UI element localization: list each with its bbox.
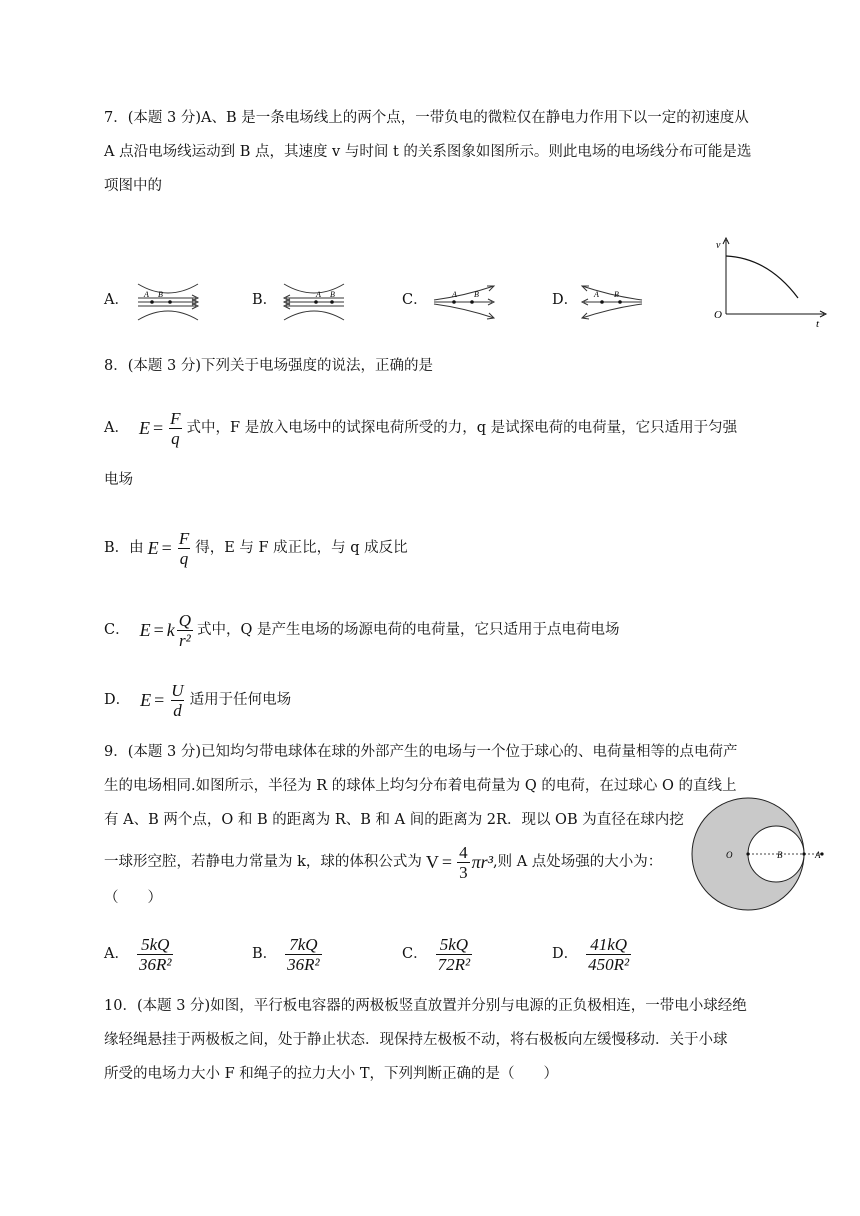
q7-graph-origin-label: O: [714, 309, 722, 321]
q9-stem-line2: 生的电场相同.如图所示，半径为 R 的球体上均匀分布着电荷量为 Q 的电荷，在过球心 O 的直线上: [104, 778, 737, 794]
q8-option-b: [104, 520, 408, 576]
q9-fig-a: A: [815, 850, 821, 860]
q8-stem: 8．(本题 3 分)下列关于电场强度的说法，正确的是: [104, 358, 433, 374]
q7-option-b-figure: [278, 278, 350, 326]
q9-stem-line1: 9．(本题 3 分)已知均匀带电球体在球的外部产生的电场与一个位于球心的、电荷量相等的点电荷产: [104, 744, 738, 760]
q10-stem-line3: 所受的电场力大小 F 和绳子的拉力大小 T，下列判断正确的是（ ）: [104, 1066, 559, 1082]
q8-b-equals: =: [161, 538, 172, 558]
q9-b-num: 7kQ: [289, 934, 318, 954]
q8-b-text: 得，E 与 F 成正比，与 q 成反比: [195, 540, 408, 556]
q7-option-c-figure: [428, 278, 500, 326]
q8-a-q: q: [171, 428, 180, 448]
q9-a-num: 5kQ: [141, 934, 170, 954]
q8-d-d: d: [173, 700, 182, 720]
q8-option-d: [104, 672, 291, 728]
q8-c-r2: r²: [179, 630, 191, 650]
q8-option-a: [104, 400, 737, 456]
q9-d-den: 450R²: [588, 954, 630, 974]
q9-option-d: [552, 930, 633, 978]
q8-c-e: E: [139, 620, 151, 640]
q8-a-text: 式中，F 是放入电场中的试探电荷所受的力，q 是试探电荷的电荷量，它只适用于匀强: [186, 420, 738, 436]
q9-option-b: [252, 930, 324, 978]
q7-stem-line1: 7．(本题 3 分)A、B 是一条电场线上的两个点，一带负电的微粒仅在静电力作用下以一定的初速度从: [104, 110, 749, 126]
q7-stem-line3: 项图中的: [104, 178, 162, 194]
q9-b-fraction: [285, 935, 321, 974]
q9-vol-den: 3: [459, 862, 468, 882]
q9-b-den: 36R²: [287, 954, 320, 974]
q9-vol-rest: πr³: [471, 852, 493, 872]
q8-a-fraction: [168, 409, 182, 448]
q8-d-e: E: [140, 690, 152, 710]
q8-b-f: F: [178, 528, 190, 548]
q9-vol-v: V: [425, 852, 439, 872]
q8-c-q: Q: [178, 610, 192, 630]
q7-c-point-b: B: [474, 290, 479, 299]
q7-graph-v-label: v: [716, 240, 721, 251]
q8-a-continued: 电场: [104, 472, 133, 488]
q8-c-k: k: [166, 620, 175, 640]
q9-option-a: [104, 930, 175, 978]
q8-d-u: U: [171, 680, 184, 700]
q10-stem-line2: 缘轻绳悬挂于两极板之间，处于静止状态．现保持左极板不动，将右极板向左缓慢移动．关于小球: [104, 1032, 728, 1048]
q7-stem-line2: A 点沿电场线运动到 B 点，其速度 v 与时间 t 的关系图象如图所示。则此电场的电场线分布可能是选: [104, 144, 752, 160]
q8-a-f: F: [170, 408, 181, 428]
q8-a-e: E: [138, 418, 150, 438]
q7-d-point-b: B: [614, 290, 619, 299]
q8-a-equals: =: [152, 418, 164, 438]
q7-b-point-b: B: [330, 290, 335, 299]
q9-c-num: 5kQ: [439, 934, 469, 954]
q9-d-fraction: [586, 935, 631, 974]
q8-b-label: B．由: [104, 540, 144, 556]
q8-b-fraction: [177, 529, 191, 568]
q10-stem-line1: 10．(本题 3 分)如图，平行板电容器的两极板竖直放置并分别与电源的正负极相连，一带电小球经绝: [104, 998, 747, 1014]
q9-d-num: 41kQ: [590, 934, 628, 954]
q7-a-point-a: A: [144, 290, 149, 299]
q9-c-label: C．: [402, 946, 428, 962]
q9-c-fraction: [436, 935, 472, 974]
q8-c-equals: =: [153, 620, 164, 640]
q7-option-b-label: B．: [252, 292, 278, 308]
q9-line4-text-a: 一球形空腔，若静电力常量为 k，球的体积公式为: [104, 854, 422, 870]
q9-d-label: D．: [552, 946, 579, 962]
q7-c-point-a: A: [452, 290, 457, 299]
q9-answer-bracket: （ ）: [104, 890, 162, 906]
q8-c-fraction: [177, 611, 193, 650]
q7-d-point-a: A: [594, 290, 599, 299]
q8-c-label: C．: [104, 622, 130, 638]
q8-d-label: D．: [104, 692, 131, 708]
q8-option-c: [104, 602, 620, 658]
q9-line4-text-b: ,则 A 点处场强的大小为：: [492, 854, 663, 870]
q9-option-c: [402, 930, 474, 978]
q9-c-den: 72R²: [437, 954, 471, 974]
q9-a-label: A．: [104, 946, 129, 962]
q9-fig-o: O: [726, 850, 733, 860]
q7-option-d-figure: [576, 278, 648, 326]
q8-d-fraction: [169, 681, 185, 720]
q7-graph-t-label: t: [816, 318, 820, 328]
q7-a-point-b: B: [158, 290, 163, 299]
q9-a-fraction: [137, 935, 173, 974]
q7-option-a-label: A．: [104, 292, 129, 308]
q9-vol-fraction: [457, 843, 470, 882]
q8-c-text: 式中，Q 是产生电场的场源电荷的电荷量，它只适用于点电荷电场: [197, 622, 620, 638]
q9-fig-b: B: [777, 850, 783, 860]
q9-stem-line4: [104, 836, 662, 888]
q9-b-label: B．: [252, 946, 278, 962]
q8-b-q: q: [179, 548, 189, 568]
q9-a-den: 36R²: [138, 954, 172, 974]
q9-vol-equals: =: [441, 852, 453, 872]
q7-option-c-label: C．: [402, 292, 428, 308]
q7-option-d-label: D．: [552, 292, 579, 308]
q9-vol-num: 4: [459, 842, 468, 862]
q9-sphere-figure: [688, 796, 828, 916]
q9-stem-line3: 有 A、B 两个点，O 和 B 的距离为 R、B 和 A 间的距离为 2R．现以 OB 为直径在球内挖: [104, 812, 684, 828]
q8-d-equals: =: [154, 690, 165, 710]
q8-d-text: 适用于任何电场: [189, 692, 292, 708]
q7-option-a-figure: [132, 278, 204, 326]
q8-a-label: A．: [104, 420, 129, 436]
q7-vt-graph: [706, 232, 840, 328]
q8-b-e: E: [147, 538, 159, 558]
q7-b-point-a: A: [316, 290, 321, 299]
